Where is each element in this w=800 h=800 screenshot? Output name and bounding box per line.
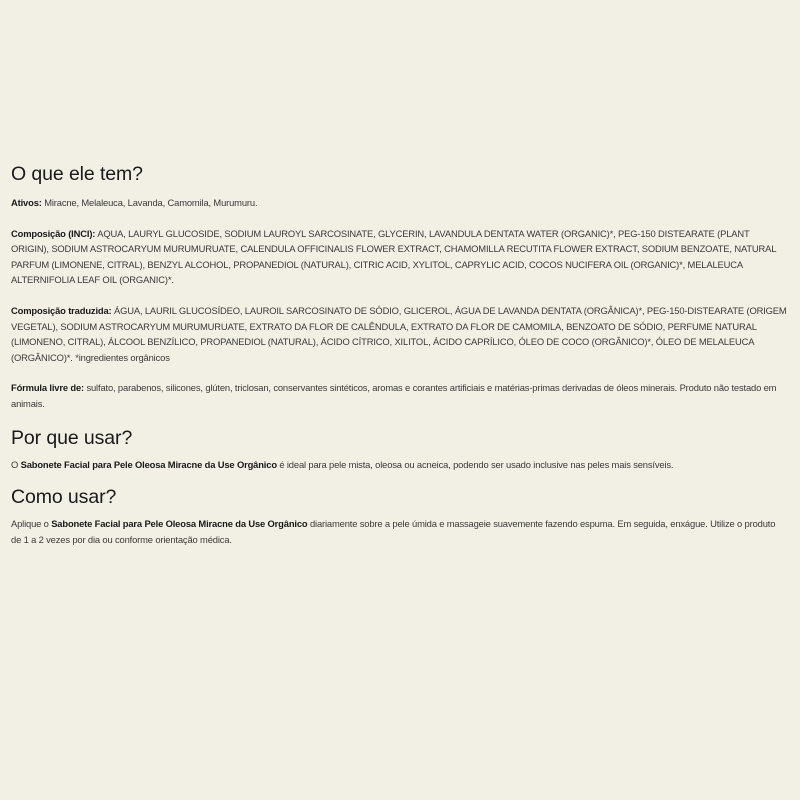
por-que-usar-prefix: O [11,458,21,470]
formula-livre-label: Fórmula livre de: [11,382,84,394]
composicao-inci-label: Composição (INCI): [11,227,96,239]
por-que-usar-paragraph [11,457,787,473]
por-que-usar-product-name: Sabonete Facial para Pele Oleosa Miracne da Use Orgânico [20,458,277,470]
composicao-traduzida-label: Composição traduzida: [11,304,112,316]
composicao-traduzida-paragraph [11,303,787,365]
product-description [11,162,787,547]
formula-livre-paragraph [11,380,787,411]
como-usar-paragraph [11,516,787,547]
ativos-text: Miracne, Melaleuca, Lavanda, Camomila, Murumuru. [41,197,258,208]
section-title-por-que-usar: Por que usar? [11,426,133,449]
composicao-inci-paragraph [11,226,787,288]
ativos-paragraph [11,195,787,211]
como-usar-product-name: Sabonete Facial para Pele Oleosa Miracne da Use Orgânico [51,518,308,530]
formula-livre-text: sulfato, parabenos, silicones, glúten, triclosan, conservantes sintéticos, aromas e corantes artificiais e matérias-primas derivadas de óleos minerais. Produto não testado em animais. [11,382,777,409]
ativos-label: Ativos: [11,197,42,208]
section-title-como-usar: Como usar? [11,486,117,509]
composicao-inci-text: AQUA, LAURYL GLUCOSIDE, SODIUM LAUROYL SARCOSINATE, GLYCERIN, LAVANDULA DENTATA WATER (ORGANIC)*, PEG-150 DISTEARATE (PLANT ORIGIN), SODIUM ASTROCARYUM MURUMURUATE, CALENDULA OFFICINALIS FLOWER EXTRACT, CHAMOMILLA RECUTITA FLOWER EXTRACT, SODIUM BENZOATE, NATURAL PARFUM (LIMONENE, CITRAL), BENZYL ALCOHOL, PROPANEDIOL (NATURAL), CITRIC ACID, XYLITOL, CAPRYLIC ACID, COCOS NUCIFERA OIL (ORGANIC)*, MELALEUCA ALTERNIFOLIA LEAF OIL (ORGANIC)*. [11,227,776,286]
como-usar-text: diariamente sobre a pele úmida e massageie suavemente fazendo espuma. Em seguida, enxágue. Utilize o produto de 1 a 2 vezes por dia ou conforme orientação médica. [11,518,776,545]
por-que-usar-text: é ideal para pele mista, oleosa ou acneica, podendo ser usado inclusive nas peles mais sensíveis. [276,458,674,470]
composicao-traduzida-text: ÁGUA, LAURIL GLUCOSÍDEO, LAUROIL SARCOSINATO DE SÓDIO, GLICEROL, ÁGUA DE LAVANDA DENTATA (ORGÂNICA)*, PEG-150-DISTEARATE (ORIGEM VEGETAL), SODIUM ASTROCARYUM MURUMURUATE, EXTRATO DA FLOR DE CALÊNDULA, EXTRATO DA FLOR DE CAMOMILA, BENZOATO DE SÓDIO, PERFUME NATURAL (LIMONENO, CITRAL), ÁLCOOL BENZÍLICO, PROPANEDIOL (NATURAL), ÁCIDO CÍTRICO, XILITOL, ÁCIDO CAPRÍLICO, ÓLEO DE COCO (ORGÂNICO)*, ÓLEO DE MELALEUCA (ORGÂNICO)*. *ingredientes orgânicos [11,304,787,363]
como-usar-prefix: Aplique o [11,518,52,530]
section-title-o-que-ele-tem: O que ele tem? [11,163,143,185]
